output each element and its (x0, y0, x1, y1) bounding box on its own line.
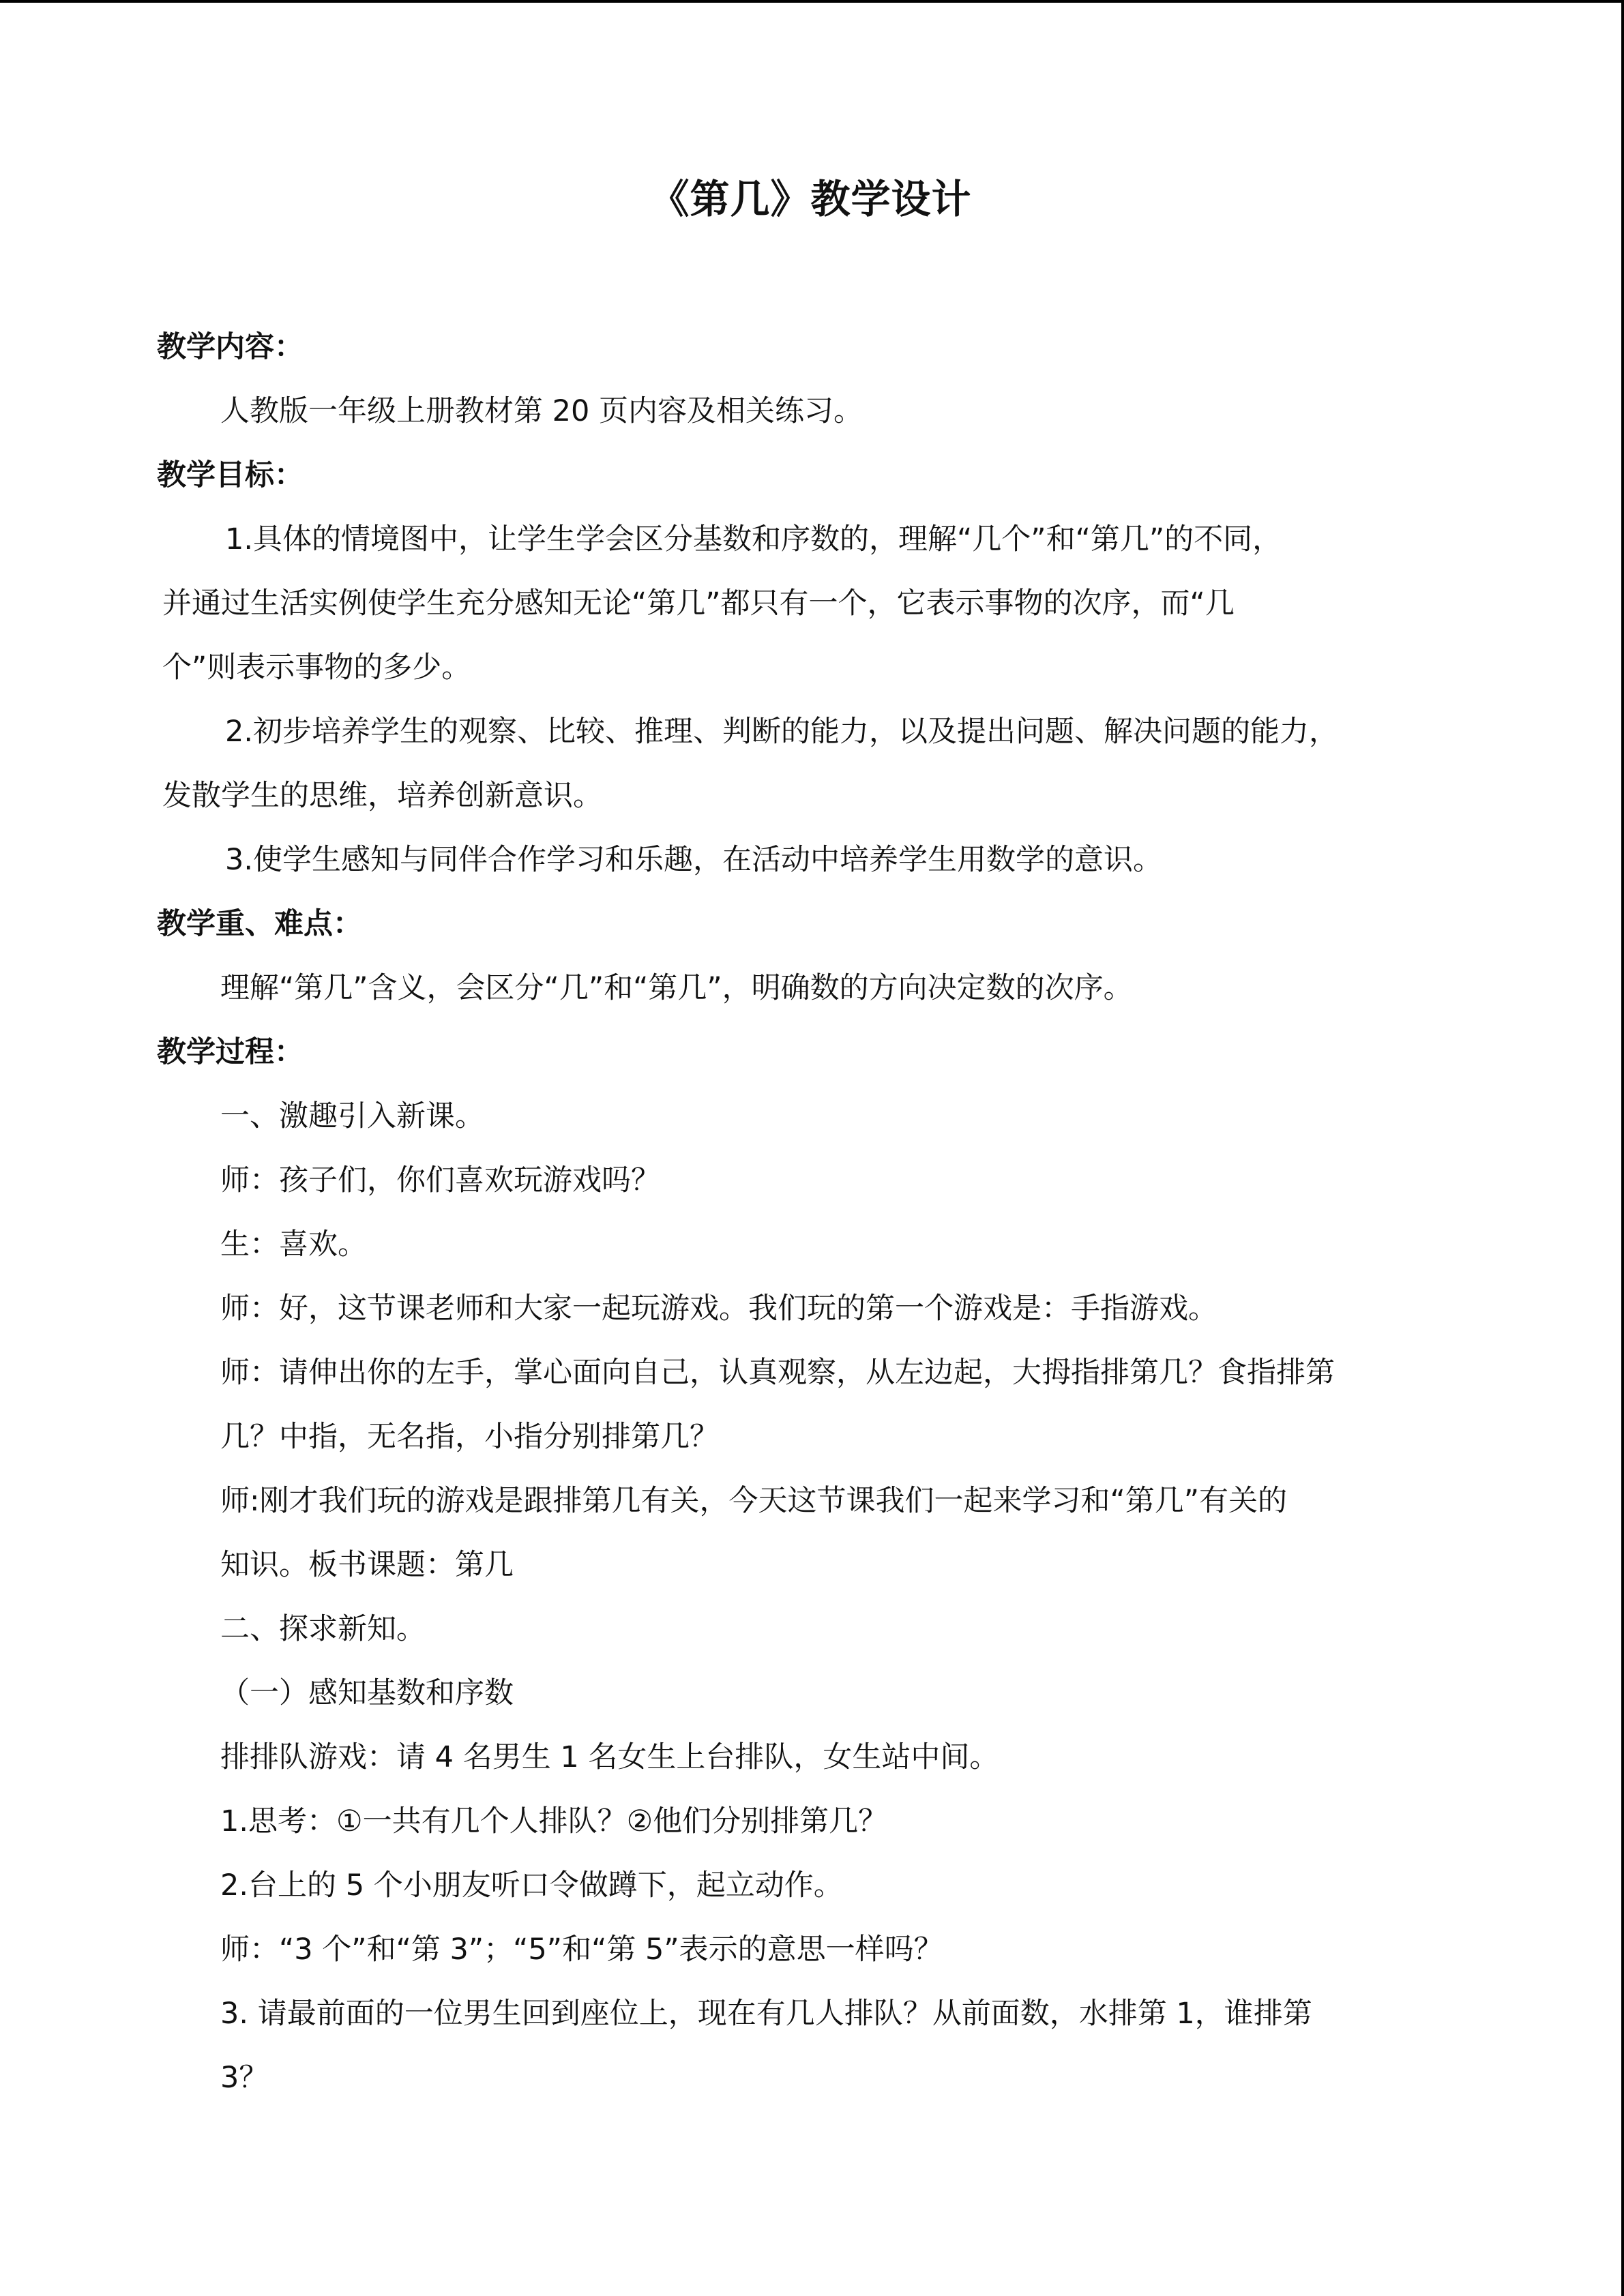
paragraph-line: 一、激趣引入新课。 (220, 1099, 484, 1133)
paragraph-line: 2.初步培养学生的观察、比较、推理、判断的能力，以及提出问题、解决问题的能力， (225, 715, 1339, 749)
document-body (157, 315, 1466, 2110)
paragraph-line: 1.具体的情境图中，让学生学会区分基数和序数的，理解“几个”和“第几”的不同， (225, 522, 1282, 556)
paragraph-line: 个”则表示事物的多少。 (162, 651, 471, 685)
paragraph-line: 2.台上的 5 个小朋友听口令做蹲下，起立动作。 (220, 1868, 843, 1903)
paragraph-line: （一）感知基数和序数 (220, 1676, 514, 1710)
document-title: 《第几》教学设计 (649, 176, 972, 222)
paragraph-line: 排排队游戏：请 4 名男生 1 名女生上台排队，女生站中间。 (220, 1740, 999, 1774)
paragraph-line: 生：喜欢。 (220, 1227, 367, 1262)
paragraph-line: 师：孩子们，你们喜欢玩游戏吗？ (220, 1163, 660, 1197)
paragraph-line: 二、探求新知。 (220, 1612, 426, 1646)
section-heading: 教学重、难点： (157, 907, 362, 941)
paragraph-line: 理解“第几”含义，会区分“几”和“第几”，明确数的方向决定数的次序。 (220, 971, 1133, 1005)
paragraph-line: 发散学生的思维，培养创新意识。 (162, 779, 602, 813)
section-heading: 教学目标： (157, 458, 304, 492)
paragraph-line: 3.使学生感知与同伴合作学习和乐趣，在活动中培养学生用数学的意识。 (225, 843, 1163, 877)
paragraph-line: 知识。板书课题：第几 (220, 1548, 514, 1582)
paragraph-line: 几？中指，无名指，小指分别排第几？ (220, 1420, 719, 1454)
paragraph-line: 师：好，这节课老师和大家一起玩游戏。我们玩的第一个游戏是：手指游戏。 (220, 1292, 1217, 1326)
section-heading: 教学过程： (157, 1035, 304, 1069)
section-heading: 教学内容： (157, 330, 304, 364)
paragraph-line: 师：请伸出你的左手，掌心面向自己，认真观察，从左边起，大拇指排第几？食指排第 (220, 1356, 1335, 1390)
paragraph-line: 3？ (220, 2061, 269, 2095)
paragraph-line: 1.思考：①一共有几个人排队？②他们分别排第几？ (220, 1804, 888, 1838)
paragraph-line: 3. 请最前面的一位男生回到座位上，现在有几人排队？从前面数，水排第 1，谁排第 (220, 1997, 1312, 2031)
paragraph-line: 师:刚才我们玩的游戏是跟排第几有关，今天这节课我们一起来学习和“第几”有关的 (220, 1484, 1288, 1518)
paragraph-line: 师：“3 个”和“第 3”；“5”和“第 5”表示的意思一样吗？ (220, 1933, 943, 1967)
paragraph-line: 人教版一年级上册教材第 20 页内容及相关练习。 (220, 394, 863, 428)
paragraph-line: 并通过生活实例使学生充分感知无论“第几”都只有一个，它表示事物的次序，而“几 (162, 586, 1235, 621)
